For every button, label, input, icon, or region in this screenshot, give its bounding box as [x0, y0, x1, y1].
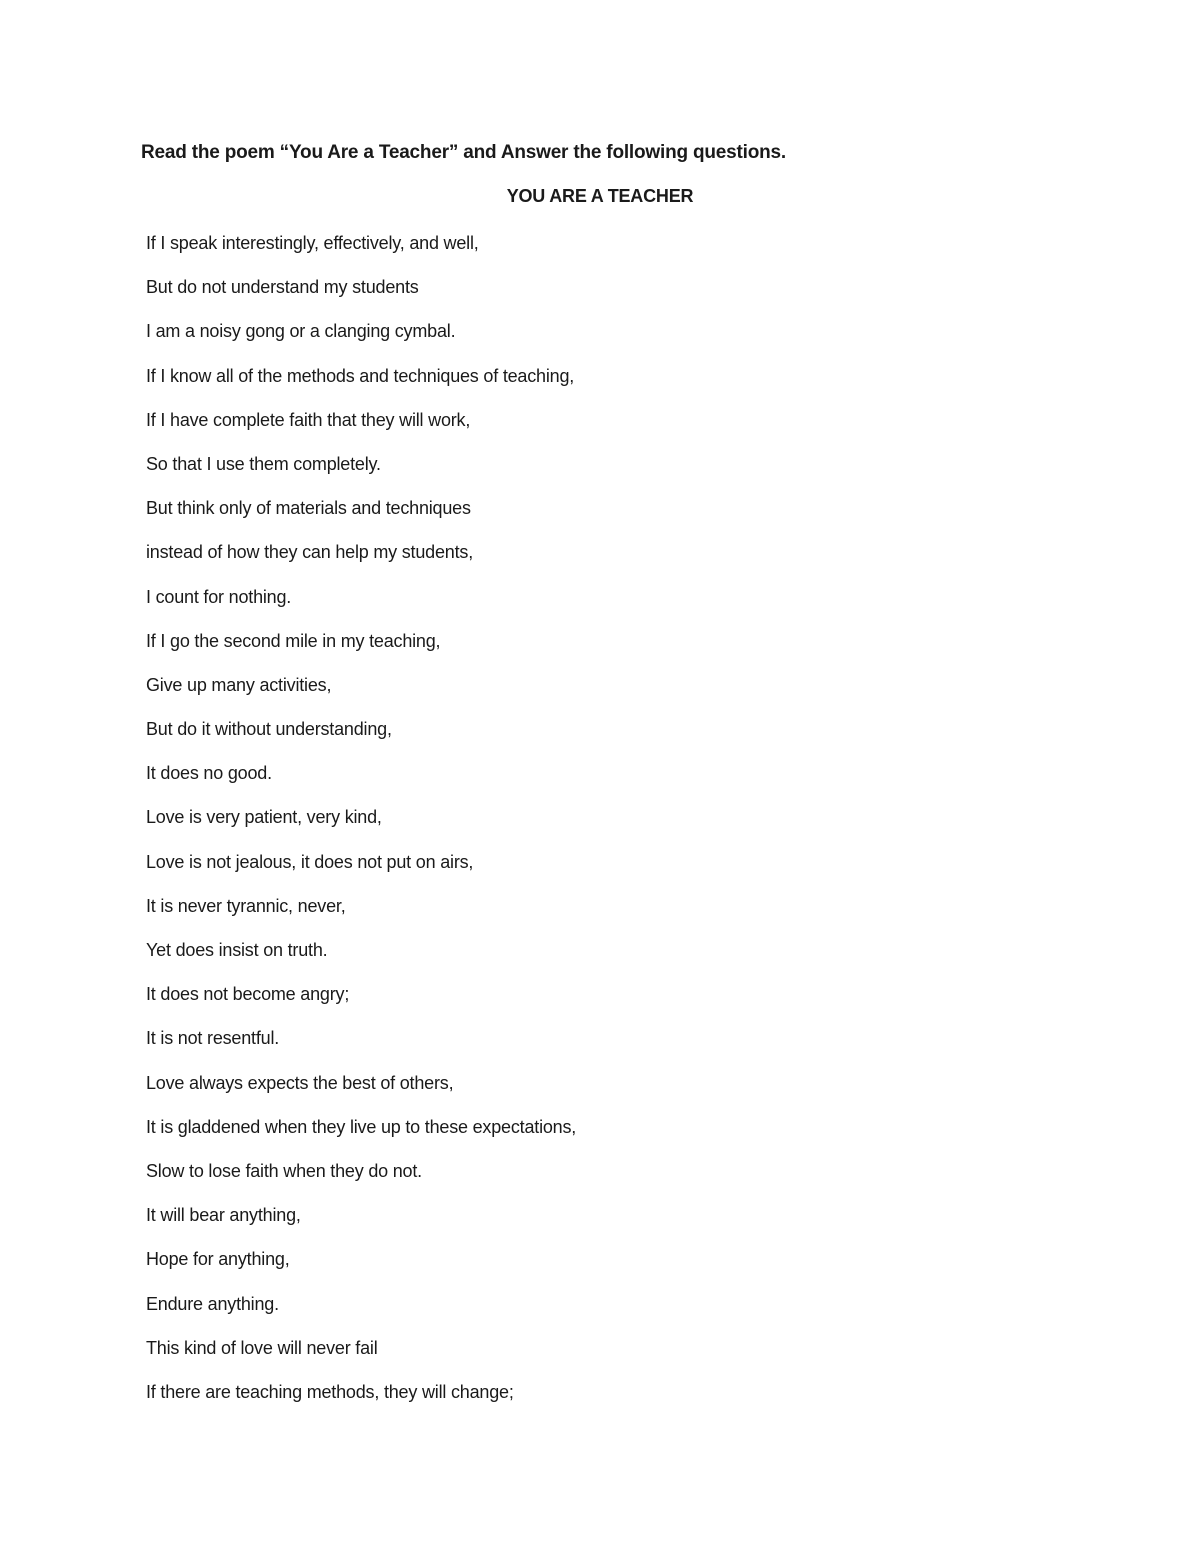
poem-line: instead of how they can help my students, — [146, 542, 473, 563]
poem-line: If I go the second mile in my teaching, — [146, 630, 441, 651]
poem-line: It is not resentful. — [146, 1028, 280, 1049]
poem-line: Endure anything. — [146, 1293, 279, 1314]
poem-title: YOU ARE A TEACHER — [506, 186, 694, 206]
poem-line: Love always expects the best of others, — [146, 1072, 454, 1093]
poem-line: It does not become angry; — [146, 984, 350, 1005]
poem-line: Yet does insist on truth. — [146, 940, 328, 960]
poem-line: If I know all of the methods and techniques of teaching, — [146, 365, 575, 386]
poem-line: It will bear anything, — [146, 1205, 301, 1226]
poem-line: If there are teaching methods, they will change; — [146, 1381, 514, 1402]
poem-line: I am a noisy gong or a clanging cymbal. — [146, 321, 456, 342]
poem-line: So that I use them completely. — [146, 453, 381, 474]
poem-line: Slow to lose faith when they do not. — [146, 1160, 422, 1181]
poem-line: If I speak interestingly, effectively, and well, — [146, 233, 479, 253]
instruction-heading: Read the poem “You Are a Teacher” and Answer the following questions. — [141, 142, 786, 163]
poem-line: But think only of materials and techniques — [146, 498, 471, 519]
poem-line: I count for nothing. — [146, 586, 292, 607]
poem-line: It does no good. — [146, 763, 272, 784]
poem-line: Love is very patient, very kind, — [146, 807, 382, 828]
poem-line: If I have complete faith that they will work, — [146, 409, 471, 430]
poem-line: Love is not jealous, it does not put on airs, — [146, 851, 474, 872]
poem-line: It is never tyrannic, never, — [146, 895, 346, 916]
poem-line: But do not understand my students — [146, 277, 419, 298]
poem-line: It is gladdened when they live up to these expectations, — [146, 1116, 577, 1137]
poem-line: Hope for anything, — [146, 1249, 290, 1270]
poem-body — [146, 230, 576, 1423]
poem-line: But do it without understanding, — [146, 719, 392, 740]
poem-line: This kind of love will never fail — [146, 1337, 378, 1358]
poem-line: Give up many activities, — [146, 674, 332, 695]
